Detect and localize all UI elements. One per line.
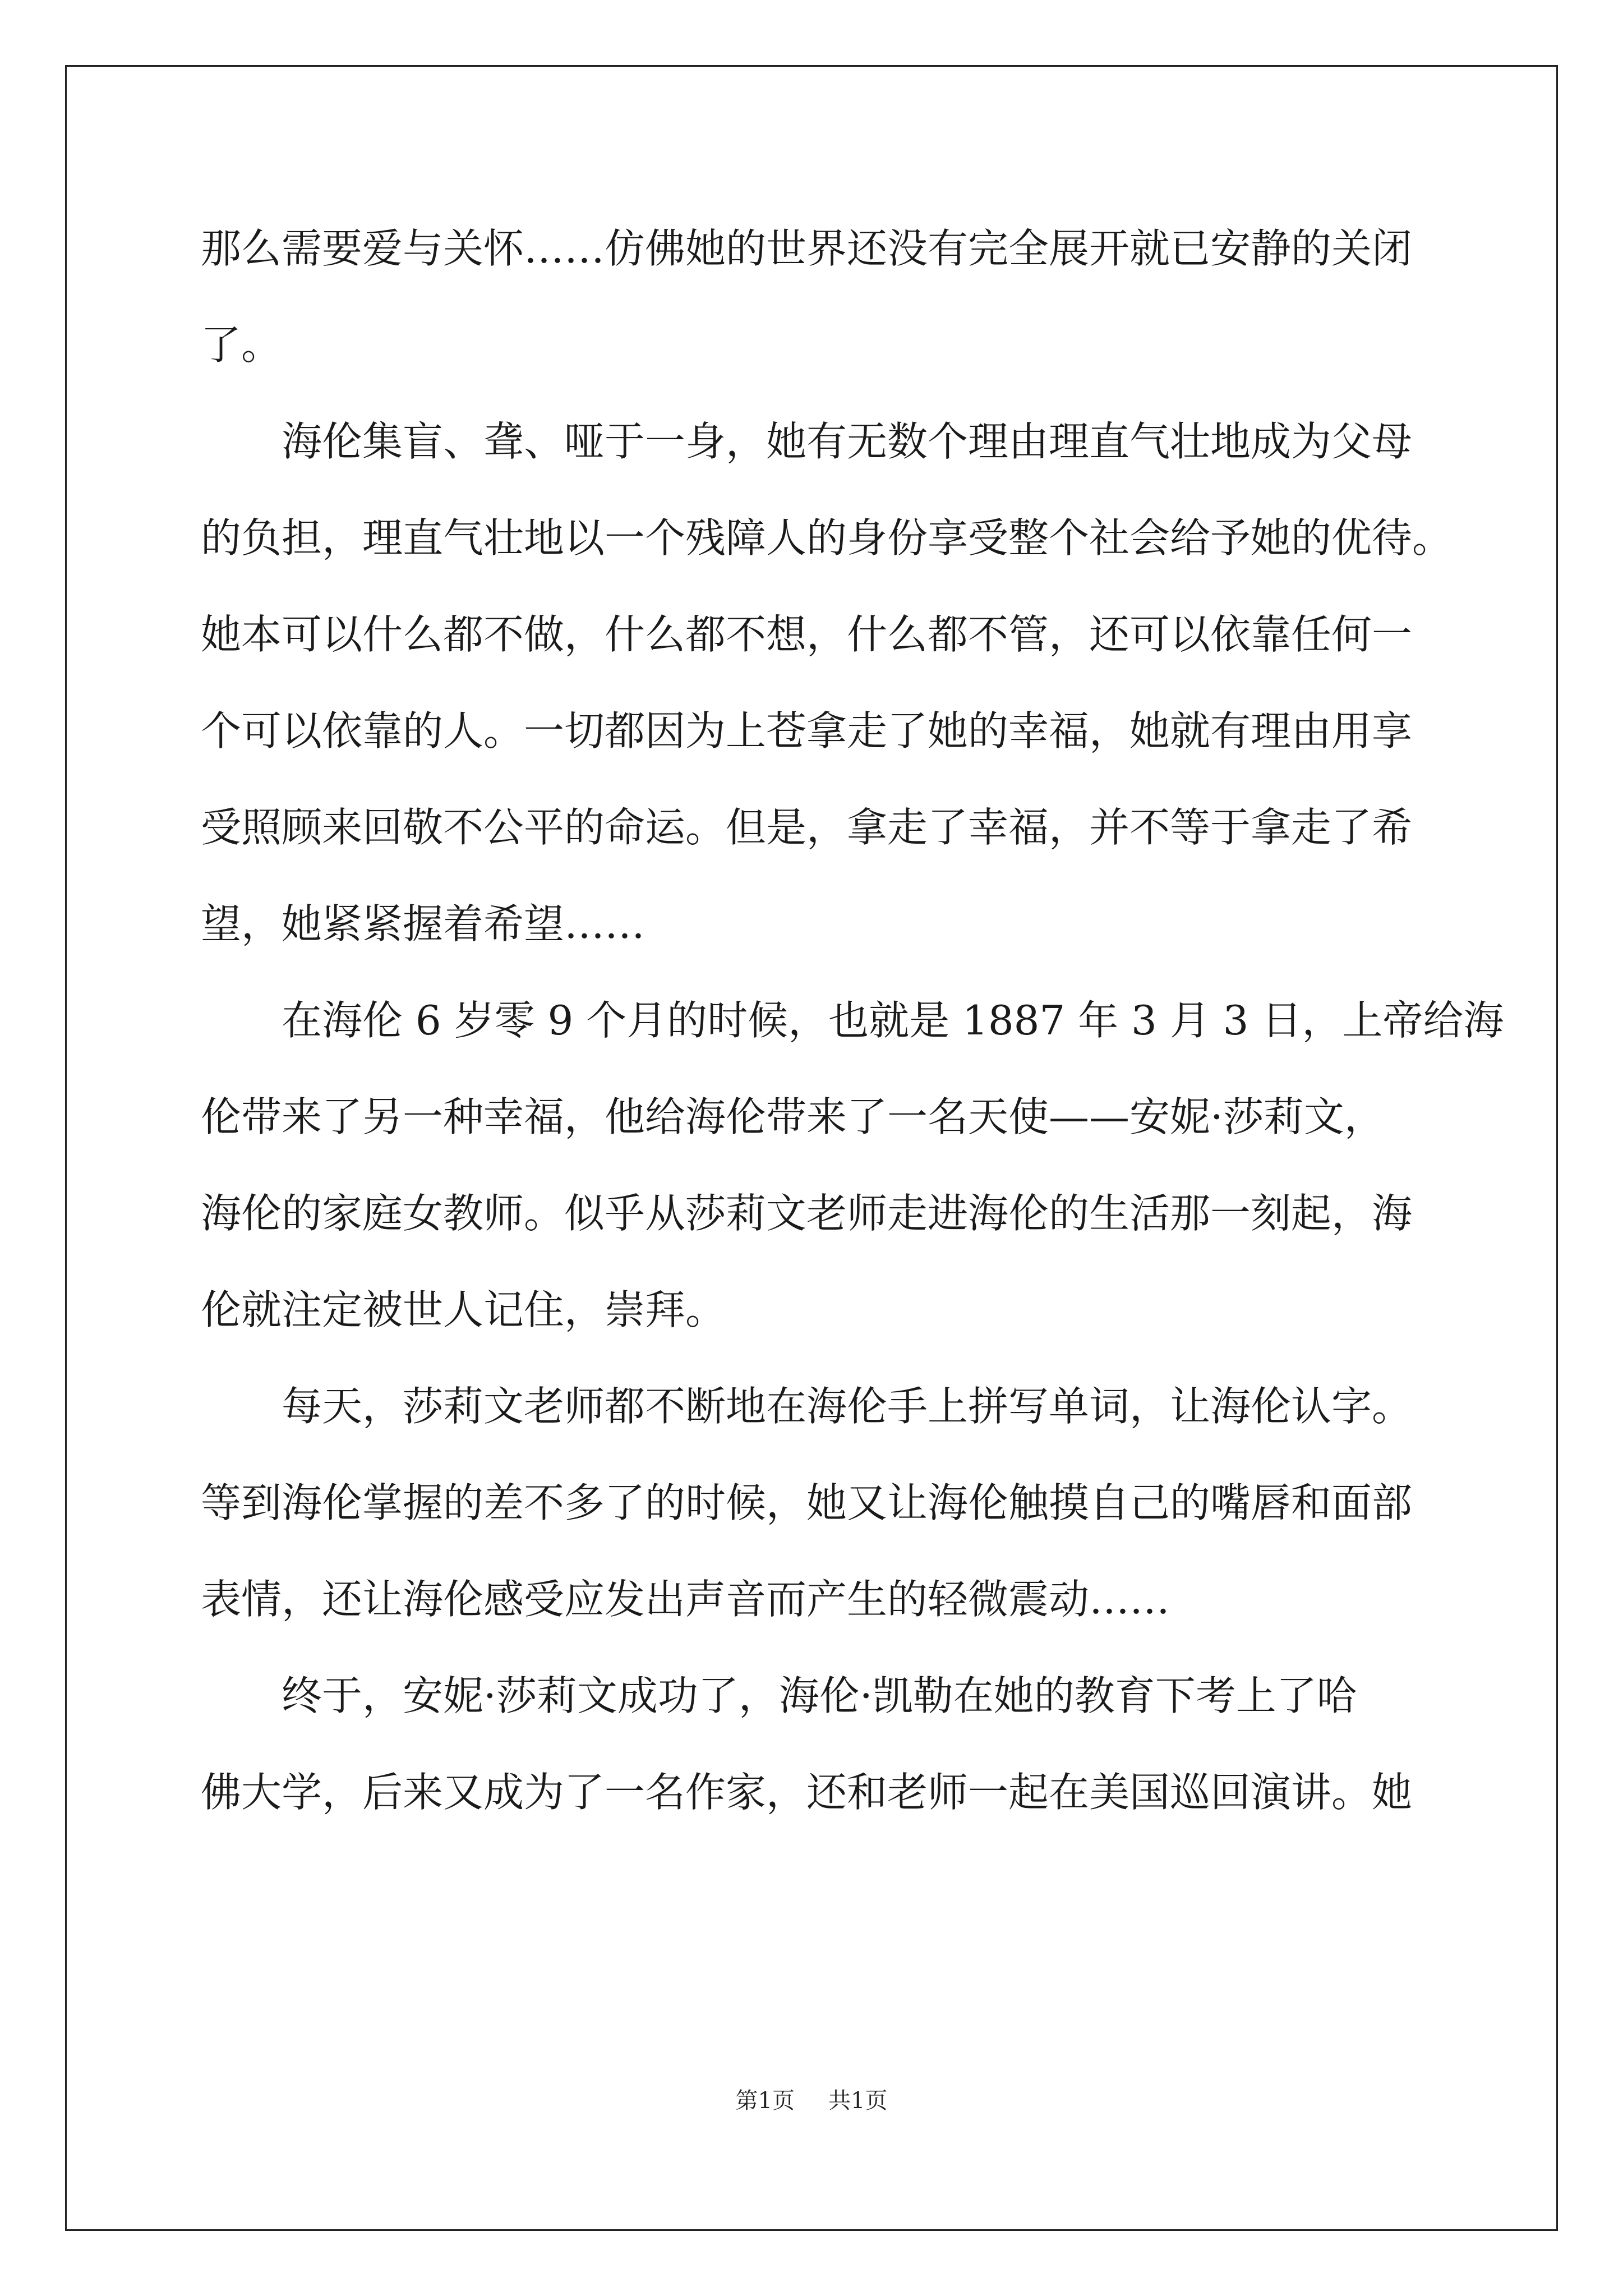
text-line: 个可以依靠的人。一切都因为上苍拿走了她的幸福，她就有理由用享 xyxy=(201,707,1413,754)
text-line: 终于，安妮·莎莉文成功了，海伦·凯勒在她的教育下考上了哈 xyxy=(282,1672,1357,1719)
text-line: 表情，还让海伦感受应发出声音而产生的轻微震动…… xyxy=(201,1576,1170,1623)
text-line: 在海伦 6 岁零 9 个月的时候，也就是 1887 年 3 月 3 日，上帝给海 xyxy=(282,997,1504,1044)
text-line: 佛大学，后来又成为了一名作家，还和老师一起在美国巡回演讲。她 xyxy=(201,1769,1413,1816)
text-line: 受照顾来回敬不公平的命运。但是，拿走了幸福，并不等于拿走了希 xyxy=(201,804,1413,851)
text-line: 了。 xyxy=(201,321,282,369)
text-line: 那么需要爱与关怀……仿佛她的世界还没有完全展开就已安静的关闭 xyxy=(201,225,1413,272)
text-line: 伦带来了另一种幸福，他给海伦带来了一名天使——安妮·莎莉文， xyxy=(201,1093,1385,1140)
text-line: 每天，莎莉文老师都不断地在海伦手上拼写单词，让海伦认字。 xyxy=(282,1383,1413,1430)
text-line: 伦就注定被世人记住，崇拜。 xyxy=(201,1286,726,1333)
text-line: 海伦的家庭女教师。似乎从莎莉文老师走进海伦的生活那一刻起，海 xyxy=(201,1190,1413,1237)
page-number-total: 共1页 xyxy=(828,2088,888,2114)
page-number-current: 第1页 xyxy=(735,2088,795,2114)
page-footer xyxy=(0,2087,1623,2115)
text-line: 等到海伦掌握的差不多了的时候，她又让海伦触摸自己的嘴唇和面部 xyxy=(201,1479,1413,1526)
page-border xyxy=(65,65,1558,2231)
text-line: 海伦集盲、聋、哑于一身，她有无数个理由理直气壮地成为父母 xyxy=(282,418,1413,465)
text-line: 的负担，理直气壮地以一个残障人的身份享受整个社会给予她的优待。 xyxy=(201,514,1453,562)
text-line: 她本可以什么都不做，什么都不想，什么都不管，还可以依靠任何一 xyxy=(201,611,1413,658)
text-line: 望，她紧紧握着希望…… xyxy=(201,900,645,947)
